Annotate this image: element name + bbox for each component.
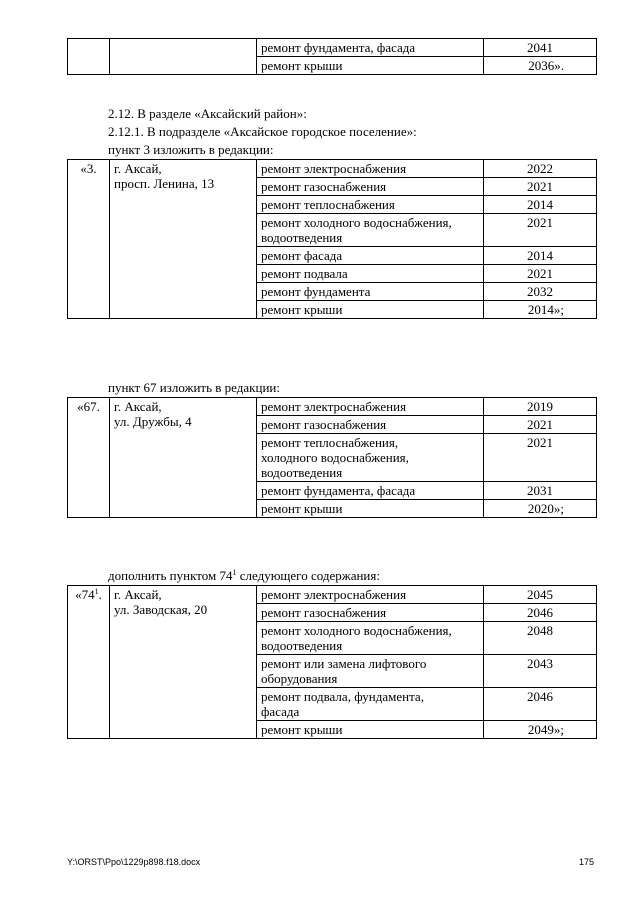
year-cell: 2014: [484, 196, 597, 214]
work-cell: ремонт электроснабжения: [257, 586, 484, 604]
instruction-text: [108, 568, 380, 583]
work-line: водоотведения: [261, 465, 343, 480]
address-city: г. Аксай,: [114, 587, 162, 602]
table-row: [68, 160, 597, 178]
subsection-heading: 2.12.1. В подразделе «Аксайское городское поселение»:: [108, 124, 417, 139]
work-cell: ремонт газоснабжения: [257, 178, 484, 196]
year-cell: 2048: [484, 622, 597, 655]
work-cell: ремонт фундамента: [257, 283, 484, 301]
address-cell: [110, 398, 257, 518]
work-line: ремонт теплоснабжения,: [261, 435, 399, 450]
table-item-74-1: [67, 585, 597, 739]
work-cell: ремонт газоснабжения: [257, 416, 484, 434]
work-cell: ремонт теплоснабжения: [257, 196, 484, 214]
year-cell: 2021: [484, 265, 597, 283]
year-cell: 2043: [484, 655, 597, 688]
address-cell: [110, 160, 257, 319]
item-number-dot: .: [98, 587, 102, 602]
year-cell: 2019: [484, 398, 597, 416]
year-cell: 2041: [484, 39, 597, 57]
table-continuation: [67, 38, 597, 75]
item-number: «74: [75, 587, 95, 602]
work-line: водоотведения: [261, 638, 343, 653]
address-street: ул. Заводская, 20: [114, 602, 208, 617]
work-cell: ремонт крыши: [257, 721, 484, 739]
section-heading: 2.12. В разделе «Аксайский район»:: [108, 106, 307, 121]
work-line: водоотведения: [261, 230, 343, 245]
instruction-text-tail: следующего содержания:: [236, 568, 380, 583]
address-cell: [110, 39, 257, 75]
table-item-67: [67, 397, 597, 518]
work-cell: [257, 622, 484, 655]
work-line: фасада: [261, 704, 300, 719]
work-cell: ремонт крыши: [257, 57, 484, 75]
table-row: [68, 398, 597, 416]
work-line: ремонт холодного водоснабжения,: [261, 215, 452, 230]
year-cell: 2021: [484, 178, 597, 196]
work-cell: ремонт фасада: [257, 247, 484, 265]
instruction-text: пункт 67 изложить в редакции:: [108, 380, 280, 395]
work-line: ремонт холодного водоснабжения,: [261, 623, 452, 638]
year-cell: 2014: [484, 247, 597, 265]
table-item-3: [67, 159, 597, 319]
work-cell: ремонт фундамента, фасада: [257, 482, 484, 500]
number-cell: [68, 39, 110, 75]
page-number: 175: [579, 857, 595, 867]
work-cell: [257, 688, 484, 721]
address-cell: [110, 586, 257, 739]
work-cell: ремонт электроснабжения: [257, 160, 484, 178]
year-cell: 2020»;: [484, 500, 597, 518]
number-cell: [68, 586, 110, 739]
work-cell: ремонт электроснабжения: [257, 398, 484, 416]
work-line: ремонт или замена лифтового: [261, 656, 427, 671]
year-cell: 2049»;: [484, 721, 597, 739]
year-cell: 2046: [484, 688, 597, 721]
table-row: [68, 39, 597, 57]
year-cell: 2021: [484, 416, 597, 434]
superscript: 1: [232, 568, 237, 577]
year-cell: 2021: [484, 214, 597, 247]
year-cell: 2046: [484, 604, 597, 622]
address-city: г. Аксай,: [114, 399, 162, 414]
number-cell: «67.: [68, 398, 110, 518]
superscript: 1: [94, 587, 99, 596]
work-cell: ремонт крыши: [257, 301, 484, 319]
work-line: ремонт подвала, фундамента,: [261, 689, 424, 704]
year-cell: 2036».: [484, 57, 597, 75]
address-street: ул. Дружбы, 4: [114, 414, 192, 429]
year-cell: 2021: [484, 434, 597, 482]
work-cell: ремонт газоснабжения: [257, 604, 484, 622]
number-cell: «3.: [68, 160, 110, 319]
year-cell: 2045: [484, 586, 597, 604]
work-cell: [257, 214, 484, 247]
work-cell: ремонт крыши: [257, 500, 484, 518]
work-cell: ремонт фундамента, фасада: [257, 39, 484, 57]
footer-file-path: Y:\ORST\Ppo\1229p898.f18.docx: [67, 857, 201, 867]
year-cell: 2032: [484, 283, 597, 301]
work-cell: [257, 655, 484, 688]
work-cell: [257, 434, 484, 482]
year-cell: 2022: [484, 160, 597, 178]
work-line: оборудования: [261, 671, 338, 686]
table-row: [68, 586, 597, 604]
instruction-text-main: дополнить пунктом 74: [108, 568, 233, 583]
year-cell: 2014»;: [484, 301, 597, 319]
work-cell: ремонт подвала: [257, 265, 484, 283]
work-line: холодного водоснабжения,: [261, 450, 409, 465]
address-street: просп. Ленина, 13: [114, 176, 215, 191]
address-city: г. Аксай,: [114, 161, 162, 176]
year-cell: 2031: [484, 482, 597, 500]
instruction-text: пункт 3 изложить в редакции:: [108, 142, 274, 157]
